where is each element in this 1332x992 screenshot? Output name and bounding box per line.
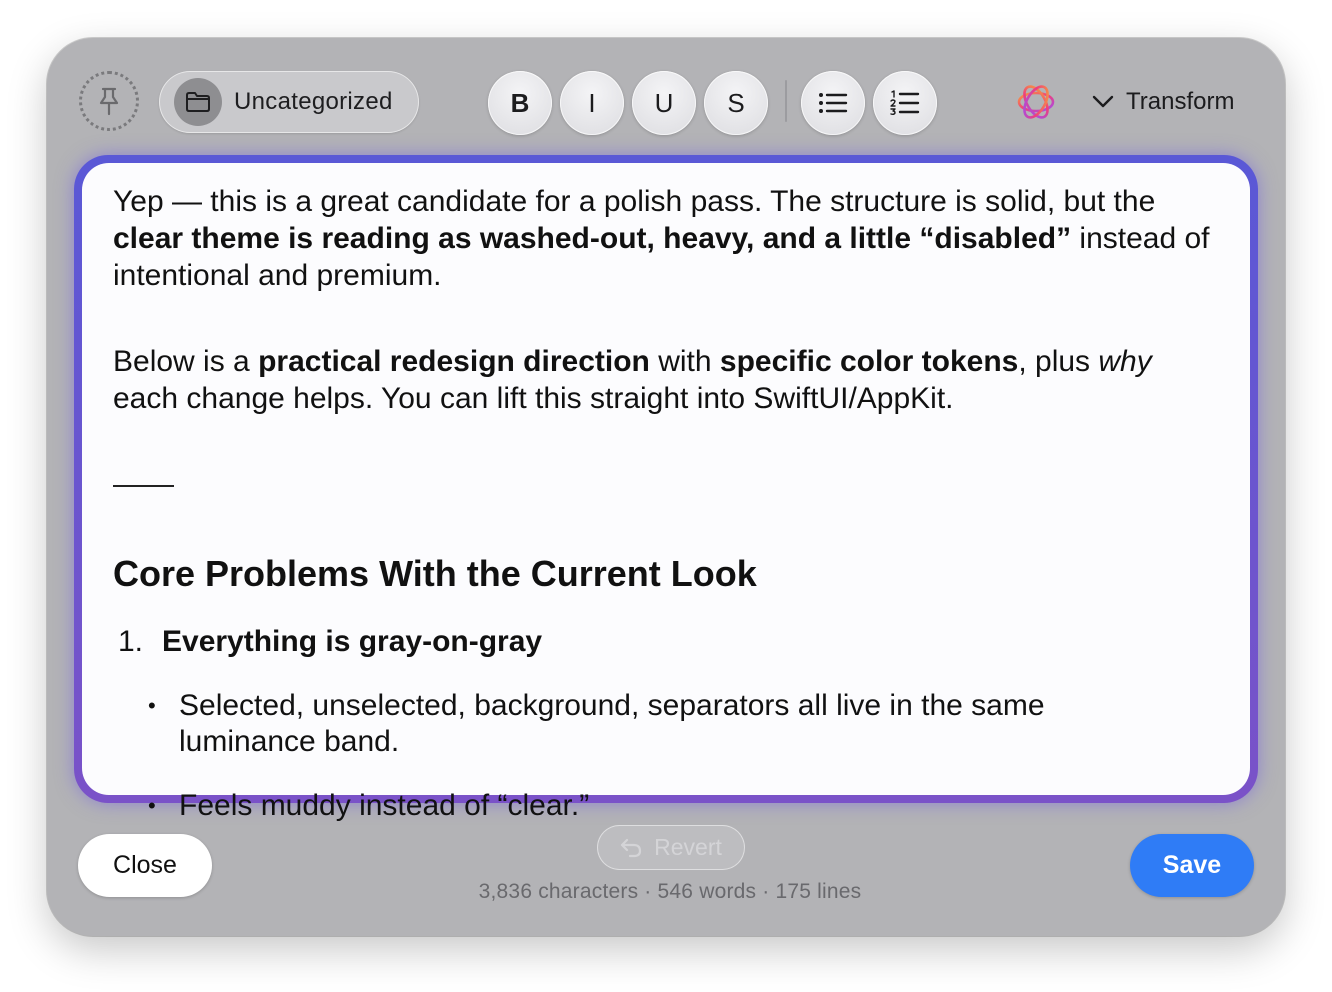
bold-button[interactable]: B: [488, 71, 552, 135]
bullet-list-item: • Feels muddy instead of “clear.”: [148, 789, 590, 822]
pin-icon: [96, 86, 122, 116]
underline-button[interactable]: U: [632, 71, 696, 135]
transform-label: Transform: [1126, 88, 1235, 115]
section-heading: Core Problems With the Current Look: [113, 553, 757, 594]
bullet-list-button[interactable]: [801, 71, 865, 135]
close-button[interactable]: Close: [78, 834, 212, 897]
strikethrough-button[interactable]: S: [704, 71, 768, 135]
paragraph-direction: Below is a practical redesign direction with specific color tokens, plus why each change helps. You can lift this straight into SwiftUI/AppKit.: [113, 345, 1152, 415]
editor-content[interactable]: [113, 183, 1213, 824]
category-label: Uncategorized: [234, 88, 393, 115]
category-selector[interactable]: [159, 71, 419, 133]
revert-label: Revert: [654, 834, 722, 860]
numbered-list-icon: [890, 90, 920, 116]
numbered-list-item: 1. Everything is gray-on-gray: [118, 625, 543, 658]
ai-sparkle-icon[interactable]: [1015, 81, 1057, 123]
bullet-list-item: • Selected, unselected, background, separators all live in the same luminance band.: [148, 689, 1045, 758]
bullet-list-icon: [818, 91, 848, 115]
italic-button[interactable]: I: [560, 71, 624, 135]
transform-menu-button[interactable]: [1092, 85, 1234, 119]
undo-arrow-icon: [620, 838, 642, 858]
folder-icon: [174, 78, 222, 126]
document-stats: 3,836 characters · 546 words · 175 lines: [478, 880, 862, 903]
paragraph-intro: Yep — this is a great candidate for a polish pass. The structure is solid, but the clear theme is reading as washed-out, heavy, and a little “disabled” instead of intentional and premium.: [113, 185, 1210, 292]
chevron-down-icon: [1092, 95, 1114, 109]
toolbar-divider: [785, 80, 787, 122]
pin-button[interactable]: [79, 71, 139, 131]
horizontal-rule: [113, 485, 174, 487]
revert-button[interactable]: [597, 825, 745, 870]
save-button[interactable]: Save: [1130, 834, 1254, 897]
text-editor[interactable]: [82, 163, 1250, 822]
numbered-list-button[interactable]: [873, 71, 937, 135]
